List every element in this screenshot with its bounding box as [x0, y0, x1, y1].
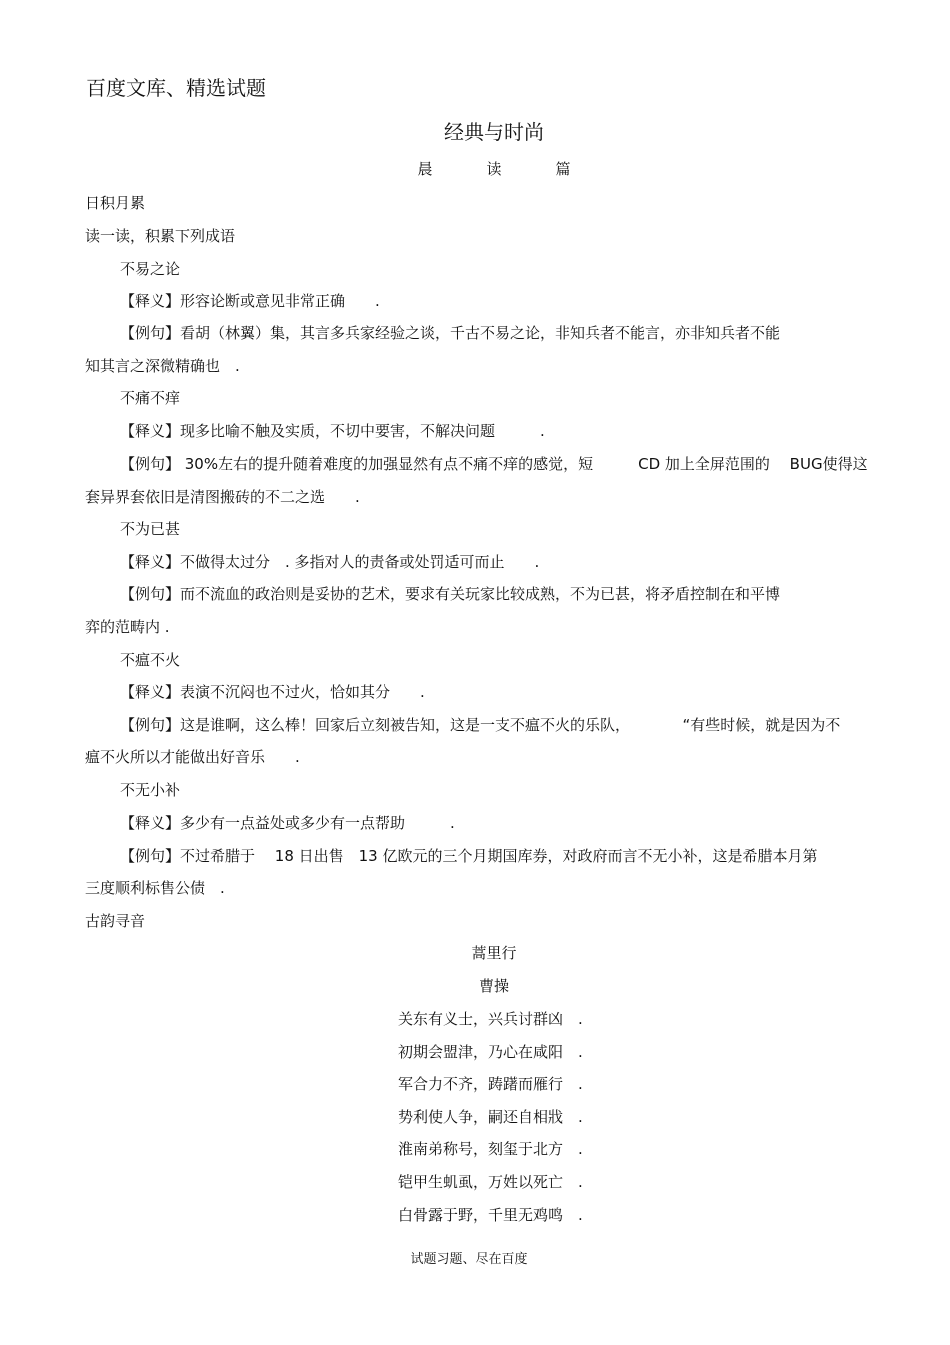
poem-line: 白骨露于野，千里无鸡鸣 .	[398, 1206, 583, 1224]
poem-line: 淮南弟称号，刻玺于北方 .	[398, 1140, 583, 1158]
idiom-name: 不痛不痒	[120, 389, 181, 407]
idiom-meaning: 【释义】多少有一点益处或多少有一点帮助 .	[120, 814, 455, 832]
idiom-meaning: 【释义】不做得太过分 . 多指对人的责备或处罚适可而止 .	[120, 553, 540, 571]
section-char: 读	[486, 160, 502, 178]
idiom-example-cont: 知其言之深微精确也 .	[85, 357, 240, 375]
page-footer: 试题习题、尽在百度	[410, 1252, 528, 1267]
poem-title: 蒿里行	[471, 944, 517, 962]
section-subtitle	[0, 158, 950, 179]
idiom-name: 不无小补	[120, 781, 181, 799]
poem-line: 军合力不齐，踌躇而雁行 .	[398, 1075, 583, 1093]
header-title: 百度文库、精选试题	[86, 76, 266, 100]
idiom-name: 不为已甚	[120, 520, 181, 538]
idiom-name: 不瘟不火	[120, 651, 181, 669]
idiom-example-cont: 瘟不火所以才能做出好音乐 .	[85, 748, 300, 766]
section-char: 篇	[555, 160, 571, 178]
poem-line: 势利使人争，嗣还自相戕 .	[398, 1108, 583, 1126]
idiom-meaning: 【释义】形容论断或意见非常正确 .	[120, 292, 380, 310]
idiom-example: 【例句】而不流血的政治则是妥协的艺术，要求有关玩家比较成熟，不为已甚，将矛盾控制在和平博	[120, 585, 781, 603]
poem-line: 关东有义士，兴兵讨群凶 .	[398, 1010, 583, 1028]
idiom-example-cont: 套异界套依旧是清图搬砖的不二之选 .	[85, 488, 360, 506]
idiom-example: 【例句】这是谁啊，这么棒！回家后立刻被告知，这是一支不瘟不火的乐队， “有些时候，就是因为不	[120, 716, 841, 734]
heading-ancient: 古韵寻音	[85, 912, 146, 930]
heading-accumulate: 日积月累	[85, 194, 146, 212]
idiom-meaning: 【释义】表演不沉闷也不过火，恰如其分 .	[120, 683, 425, 701]
section-char: 晨	[417, 160, 433, 178]
idiom-meaning: 【释义】现多比喻不触及实质，不切中要害，不解决问题 .	[120, 422, 545, 440]
poem-line: 铠甲生虮虱，万姓以死亡 .	[398, 1173, 583, 1191]
document-title: 经典与时尚	[444, 120, 544, 144]
idiom-name: 不易之论	[120, 260, 181, 278]
idiom-example-cont: 三度顺利标售公债 .	[85, 879, 225, 897]
poem-author: 曹操	[478, 977, 509, 995]
idiom-example: 【例句】 30%左右的提升随着难度的加强显然有点不痛不痒的感觉，短 CD 加上全屏范围的 BUG使得这	[120, 455, 868, 473]
instruction-text: 读一读，积累下列成语	[85, 227, 236, 245]
idiom-example: 【例句】看胡（林翼）集，其言多兵家经验之谈，千古不易之论，非知兵者不能言，亦非知兵者不能	[120, 324, 781, 342]
idiom-example-cont: 弈的范畴内 .	[85, 618, 170, 636]
idiom-example: 【例句】不过希腊于 18 日出售 13 亿欧元的三个月期国库券，对政府而言不无小补，这是希腊本月第	[120, 847, 818, 865]
poem-line: 初期会盟津，乃心在咸阳 .	[398, 1043, 583, 1061]
